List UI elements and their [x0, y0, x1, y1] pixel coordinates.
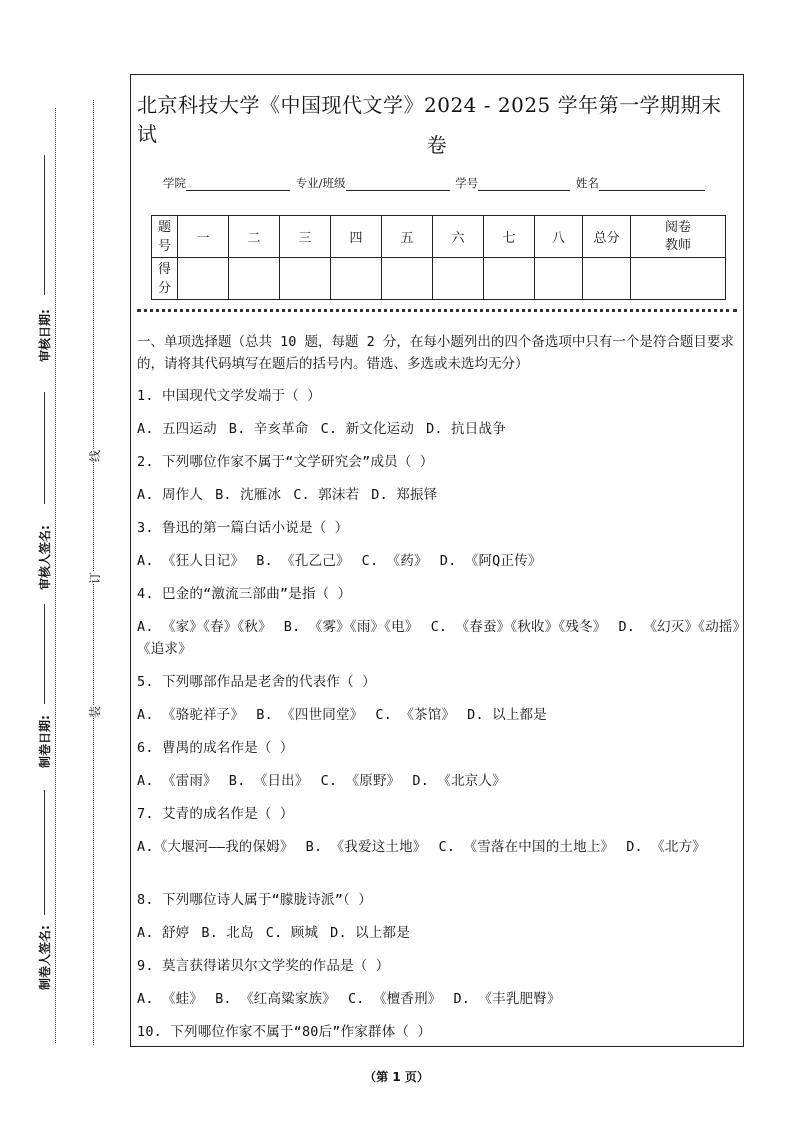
dotted-separator — [137, 309, 737, 312]
question-10: 10. 下列哪位作家不属于“80后”作家群体（ ） — [137, 1024, 432, 1040]
option-a: A. 《雷雨》 — [137, 773, 217, 789]
option-d: D. 以上都是 — [467, 707, 547, 723]
reviewer-sign-blank — [44, 392, 45, 504]
major-label: 专业/班级 — [295, 176, 346, 190]
college-label: 学院 — [163, 176, 186, 190]
score-cell[interactable] — [535, 258, 583, 300]
make-date-blank — [44, 604, 45, 704]
option-a: A. 《蛙》 — [137, 991, 204, 1007]
binding-dotted-line-outer — [55, 108, 56, 1043]
score-col-1: 一 — [178, 216, 229, 258]
option-a: A. 《骆驼祥子》 — [137, 707, 245, 723]
score-table-header-row — [152, 216, 726, 258]
student-id-field[interactable] — [478, 178, 570, 191]
section1-heading: 一、单项选择题（总共 10 题，每题 2 分，在每小题列出的四个备选项中只有一个是符合题目要求的，请将其代码填写在题后的括号内。错选、多选或未选均无分） — [137, 334, 734, 372]
score-cell[interactable] — [583, 258, 631, 300]
score-cell[interactable] — [631, 258, 726, 300]
question-2-options — [137, 484, 741, 506]
exam-frame — [130, 74, 744, 1047]
option-d: D. 《阿Q正传》 — [439, 553, 542, 569]
score-col-5: 五 — [382, 216, 433, 258]
question-3: 3. 鲁迅的第一篇白话小说是（ ） — [137, 520, 349, 536]
question-8: 8. 下列哪位诗人属于“朦胧诗派”（ ） — [137, 892, 373, 908]
option-d: D. 《北方》 — [626, 839, 706, 855]
question-7-options — [137, 836, 741, 858]
score-table — [151, 215, 726, 300]
score-col-2: 二 — [229, 216, 280, 258]
score-header-first: 题号 — [152, 216, 178, 258]
score-cell[interactable] — [178, 258, 229, 300]
option-c: C. 顾城 — [265, 925, 319, 941]
reviewer-sign-label: 审核人签名: — [38, 525, 52, 590]
name-label: 姓名 — [575, 176, 599, 190]
maker-sign-blank — [44, 790, 45, 915]
question-1: 1. 中国现代文学发端于（ ） — [137, 388, 322, 404]
score-col-3: 三 — [280, 216, 331, 258]
option-c: C. 新文化运动 — [320, 421, 415, 437]
option-c: C. 《茶馆》 — [375, 707, 456, 723]
score-cell[interactable] — [433, 258, 484, 300]
score-col-4: 四 — [331, 216, 382, 258]
score-col-total: 总分 — [583, 216, 631, 258]
option-a: A. 周作人 — [137, 487, 204, 503]
option-b: B. 沈雁冰 — [215, 487, 282, 503]
page-footer: （第 1 页） — [364, 1070, 429, 1084]
score-col-6: 六 — [433, 216, 484, 258]
option-c: C. 《檀香刑》 — [347, 991, 442, 1007]
exam-title-line2: 卷 — [426, 133, 448, 157]
option-d: D. 抗日战争 — [426, 421, 506, 437]
score-cell[interactable] — [280, 258, 331, 300]
option-b: B. 北岛 — [201, 925, 254, 941]
score-cell[interactable] — [229, 258, 280, 300]
score-cell[interactable] — [484, 258, 535, 300]
option-d: D. 郑振铎 — [371, 487, 438, 503]
question-2: 2. 下列哪位作家不属于“文学研究会”成员（ ） — [137, 454, 434, 470]
option-b: B. 辛亥革命 — [228, 421, 309, 437]
question-8-options — [137, 922, 741, 944]
score-row2-first: 得分 — [152, 258, 178, 300]
question-6-options — [137, 770, 741, 792]
option-a: A. 舒婷 — [137, 925, 190, 941]
student-id-label: 学号 — [455, 176, 479, 190]
option-a: A.《大堰河——我的保姆》 — [137, 839, 294, 855]
score-col-8: 八 — [535, 216, 583, 258]
option-c: C. 《春蚕》《秋收》《残冬》 — [430, 619, 607, 635]
question-9-options — [137, 988, 741, 1010]
option-a: A. 《狂人日记》 — [137, 553, 245, 569]
option-d: D. 《北京人》 — [412, 773, 506, 789]
major-field[interactable] — [346, 178, 450, 191]
binding-ding-char: 订 — [88, 571, 102, 584]
option-c: C. 郭沫若 — [293, 487, 360, 503]
option-c: C. 《原野》 — [320, 773, 401, 789]
question-4: 4. 巴金的“激流三部曲”是指（ ） — [137, 586, 352, 602]
review-date-label: 审核日期: — [38, 309, 52, 362]
question-3-options — [137, 550, 741, 572]
score-cell[interactable] — [382, 258, 433, 300]
option-b: B. 《红高粱家族》 — [215, 991, 336, 1007]
option-c: C. 《药》 — [361, 553, 428, 569]
exam-title-line1: 北京科技大学《中国现代文学》2024 - 2025 学年第一学期期末试 — [137, 93, 722, 146]
question-9: 9. 莫言获得诺贝尔文学奖的作品是（ ） — [137, 958, 390, 974]
option-b: B. 《我爱这土地》 — [305, 839, 427, 855]
review-date-blank — [44, 155, 45, 295]
option-a: A. 《家》《春》《秋》 — [137, 619, 272, 635]
student-info-row — [163, 175, 707, 191]
college-field[interactable] — [186, 178, 290, 191]
option-b: B. 《四世同堂》 — [256, 707, 364, 723]
maker-sign-label: 制卷人签名: — [38, 925, 52, 990]
binding-zhuang-char: 装 — [88, 705, 102, 718]
binding-line-char: 线 — [88, 449, 102, 462]
option-d: D. 以上都是 — [330, 925, 410, 941]
option-d: D. 《丰乳肥臀》 — [453, 991, 561, 1007]
make-date-label: 制卷日期: — [38, 715, 52, 768]
score-table-value-row — [152, 258, 726, 300]
score-col-grader: 阅卷教师 — [631, 216, 726, 258]
score-cell[interactable] — [331, 258, 382, 300]
option-a: A. 五四运动 — [137, 421, 217, 437]
score-col-7: 七 — [484, 216, 535, 258]
option-b: B. 《孔乙己》 — [256, 553, 350, 569]
question-5: 5. 下列哪部作品是老舍的代表作（ ） — [137, 674, 376, 690]
question-7: 7. 艾青的成名作是（ ） — [137, 806, 294, 822]
option-b: B. 《雾》《雨》《电》 — [283, 619, 419, 635]
question-1-options — [137, 418, 741, 440]
question-6: 6. 曹禺的成名作是（ ） — [137, 740, 294, 756]
option-c: C. 《雪落在中国的土地上》 — [438, 839, 615, 855]
name-field[interactable] — [599, 178, 705, 191]
option-d: D. 《幻灭》《动摇》《追求》 — [137, 619, 740, 657]
question-5-options — [137, 704, 741, 726]
option-b: B. 《日出》 — [228, 773, 309, 789]
question-4-options — [137, 616, 741, 660]
